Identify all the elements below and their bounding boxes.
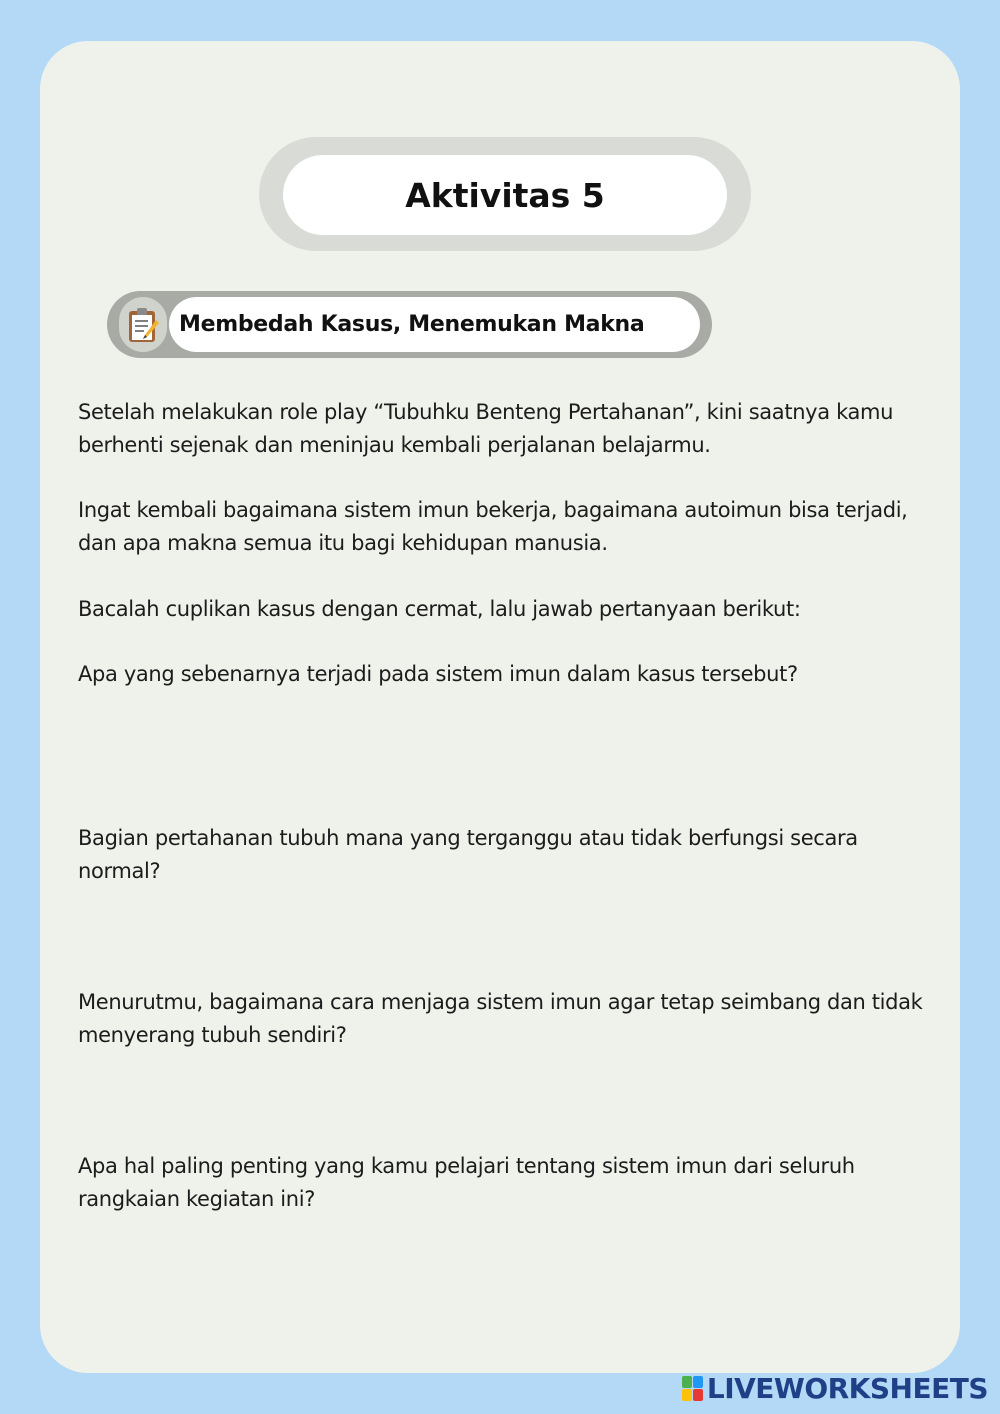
question-1: Apa yang sebenarnya terjadi pada sistem imun dalam kasus tersebut? xyxy=(78,662,798,686)
brand-name: LIVEWORKSHEETS xyxy=(706,1372,988,1405)
subtitle-banner xyxy=(107,291,712,358)
instruction-paragraph: Bacalah cuplikan kasus dengan cermat, lalu jawab pertanyaan berikut: xyxy=(78,597,801,621)
question-3: Menurutmu, bagaimana cara menjaga sistem imun agar tetap seimbang dan tidak menyerang tubuh sendiri? xyxy=(78,990,923,1047)
clipboard-icon xyxy=(119,297,167,352)
liveworksheets-logo-icon xyxy=(682,1376,703,1401)
reflection-paragraph: Ingat kembali bagaimana sistem imun bekerja, bagaimana autoimun bisa terjadi, dan apa makna semua itu bagi kehidupan manusia. xyxy=(78,498,908,555)
liveworksheets-brand xyxy=(682,1372,988,1405)
intro-paragraph: Setelah melakukan role play “Tubuhku Benteng Pertahanan”, kini saatnya kamu berhenti sejenak dan meninjau kembali perjalanan belajarmu. xyxy=(78,400,894,457)
page-title: Aktivitas 5 xyxy=(283,155,727,235)
question-2: Bagian pertahanan tubuh mana yang terganggu atau tidak berfungsi secara normal? xyxy=(78,826,858,883)
section-subtitle: Membedah Kasus, Menemukan Makna xyxy=(169,297,700,352)
title-banner xyxy=(259,137,751,251)
question-4: Apa hal paling penting yang kamu pelajari tentang sistem imun dari seluruh rangkaian kegiatan ini? xyxy=(78,1154,855,1211)
